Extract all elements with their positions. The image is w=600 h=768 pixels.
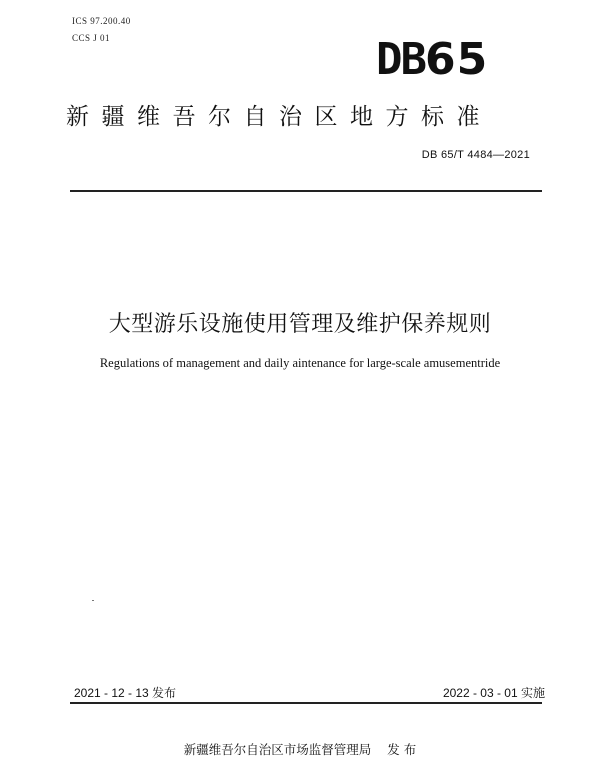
issue-date: 2021 - 12 - 13 发布 (74, 686, 177, 700)
implementation-date: 2022 - 03 - 01 实施 (442, 686, 545, 700)
document-title-english: Regulations of management and daily aintenance for large-scale amusementride (99, 356, 501, 370)
db-logo-number: 65 (424, 34, 489, 85)
top-divider (70, 190, 542, 192)
publisher-suffix: 发 布 (387, 742, 417, 757)
ccs-code: CCS J 01 (72, 33, 111, 43)
publisher-line (0, 740, 600, 758)
bottom-divider (70, 702, 542, 704)
db-logo-letters: DB (376, 34, 425, 85)
db-logo (376, 34, 489, 85)
document-title-chinese: 大型游乐设施使用管理及维护保养规则 (108, 312, 492, 337)
ics-code: ICS 97.200.40 (72, 16, 131, 26)
scan-speck (92, 600, 94, 601)
publisher-name: 新疆维吾尔自治区市场监督管理局 (183, 742, 372, 757)
standard-number: DB 65/T 4484—2021 (421, 149, 530, 161)
standard-category-title: 新疆维吾尔自治区地方标准 (66, 104, 492, 130)
